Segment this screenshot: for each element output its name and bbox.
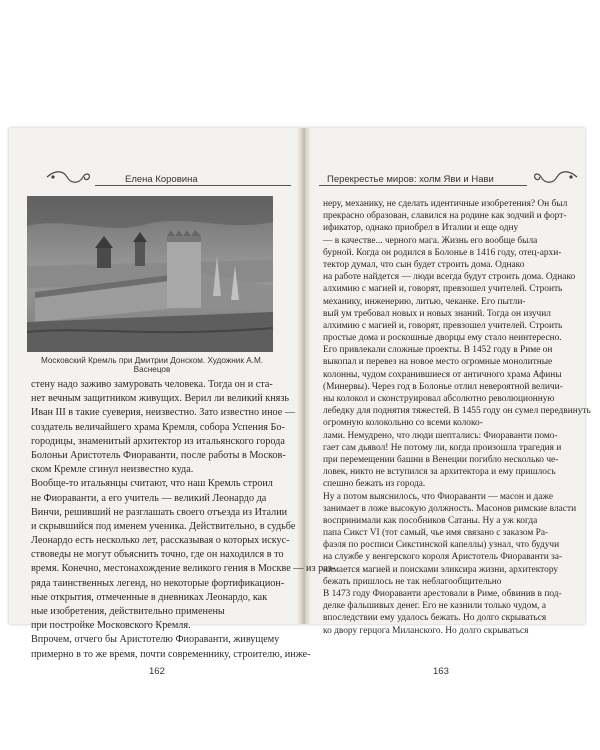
text-line: примерно в то же время, почти современнику, строителю, инже- <box>31 648 311 660</box>
left-body-text <box>31 378 335 662</box>
text-line: ловек, никто не вступился за архитектора и ему пришлось <box>323 467 556 478</box>
text-line: лебедку для поднятия тяжестей. В 1455 году он сумел передвинуть <box>323 406 591 417</box>
text-line: ко двору герцога Миланского. Но долго скрываться <box>323 625 529 636</box>
right-header-rule <box>319 185 527 186</box>
text-line: фаэля по росписи Сикстинской капеллы) узнал, что будучи <box>323 540 560 551</box>
text-line: — в качестве... черного мага. Жизнь его вообще была <box>323 235 538 246</box>
text-line: впоследствии ему удалось бежать. Но долго скрываться <box>323 613 547 624</box>
text-line: Иван III в такие суеверия, неизвестно. Зато известно иное — <box>31 407 296 419</box>
right-page-number: 163 <box>433 666 449 677</box>
left-header-rule <box>95 185 291 186</box>
right-page <box>307 128 591 677</box>
text-line: создатель величайшего храма Кремля, собора Успения Бо- <box>31 421 285 433</box>
book-spread <box>9 128 591 677</box>
text-line: простые дома и роскошные дворцы ему стало неинтересно. <box>323 333 562 344</box>
text-line: делке фальшивых денег. Его не казнили только чудом, а <box>323 601 546 612</box>
text-line: огромную колокольню со всеми колоко- <box>323 418 483 429</box>
text-line: алхимию с магией и, говорят, превзошел учителей. Строить <box>323 320 563 331</box>
text-line: неру, механику, не сделать идентичные изобретения? Он был <box>323 199 568 209</box>
text-line: ные открытия, отмеченные в дневниках Леонардо, как <box>31 591 268 603</box>
illustration-caption: Московский Кремль при Дмитрии Донском. Художник А.М. Васнецов <box>40 356 264 374</box>
text-line: городицы, знаменитый архитектор из итальянского города <box>31 435 285 447</box>
text-line: выкопал и перевез на новое место огромные монолитные <box>323 357 553 368</box>
text-line: нет вечным защитником живущих. Верил ли великий князь <box>31 393 289 405</box>
text-line: стену надо заживо замуровать человека. Тогда он и ста- <box>31 379 273 390</box>
right-body-text <box>323 198 591 637</box>
text-line: Болоньи Аристотель Фиораванти, после работы в Москов- <box>31 449 286 461</box>
text-line: Ну а потом выяснилось, что Фиораванти — масон и даже <box>323 491 553 502</box>
text-line: вый ум требовал новых и новых знаний. Тогда он изучил <box>323 308 551 319</box>
text-line: время. Конечно, местонахождение великого гения в Москве — из раз- <box>31 563 336 575</box>
text-line: ском Кремле сгинул неизвестно куда. <box>31 464 194 476</box>
right-running-head: Перекрестье миров: холм Яви и Нави <box>327 174 494 185</box>
text-line: при постройке Московского Кремля. <box>31 620 191 632</box>
text-line: ряда таинственных легенд, но некоторые фортификацион- <box>31 577 285 589</box>
right-ornament-icon <box>531 168 579 186</box>
text-line: бежать пришлось не так неблагообщительно <box>323 576 502 587</box>
text-line: ны колокол и сконструировал абсолютно революционную <box>323 394 555 404</box>
text-line: бурной. Когда он родился в Болонье в 1416 году, отец-архи- <box>323 247 562 258</box>
text-line: (Минервы). Через год в Болонье отлил невероятной величи- <box>323 381 563 392</box>
text-line: механику, инженерию, литью, чеканке. Его пытли- <box>323 296 526 307</box>
text-line: лами. Немудрено, что люди шептались: Фиораванти помо- <box>323 430 558 441</box>
text-line: гает сам дьявол! Не потому ли, когда произошла трагедия и <box>323 442 562 453</box>
text-line: спешно бежать из города. <box>323 479 426 490</box>
text-line: Впрочем, отчего бы Аристотелю Фиораванти, живущему <box>31 634 280 646</box>
text-line: тектор думал, что сын будет строить дома. Однако <box>323 259 525 270</box>
text-line: ствоведы не могут объяснить точно, где он находился в то <box>31 549 284 561</box>
left-running-head: Елена Коровина <box>125 174 198 185</box>
text-line: не Фиораванти, а его учитель — великий Леонардо да <box>31 492 267 504</box>
left-page-number: 162 <box>149 666 165 677</box>
left-ornament-icon <box>45 168 93 186</box>
text-line: алхимию с магией и, говорят, превзошел учителей. Строить <box>323 284 563 295</box>
text-line: прекрасно образован, славился на родине как зодчий и форт- <box>323 211 567 222</box>
left-page <box>9 128 336 677</box>
text-line: колонны, чудом сохранившиеся от античного храма Афины <box>323 369 562 380</box>
text-line: Винчи, решивший не разглашать своего отъезда из Италии <box>31 506 288 518</box>
text-line: при перемещении башни в Венеции погибло несколько че- <box>323 454 559 465</box>
text-line: ификатор, однако приобрел в Италии и еще одну <box>323 223 519 234</box>
text-line: воспринимали как пособников Сатаны. Ну а уж когда <box>323 515 538 526</box>
text-line: В 1473 году Фиораванти арестовали в Риме, обвинив в под- <box>323 589 562 599</box>
text-line: Вообще-то итальянцы считают, что наш Кремль строил <box>31 478 273 490</box>
text-line: на службе у венгерского короля Аристотель Фиораванти за- <box>323 552 563 563</box>
text-line: занимает в ложе высокую должность. Масонов римские власти <box>323 503 577 514</box>
text-line: и скрывшийся под именем ученика. Действительно, в судьбе <box>31 520 296 532</box>
kremlin-illustration <box>27 196 273 352</box>
text-line: Леонардо есть несколько лет, рассказывая о которых искус- <box>31 535 290 547</box>
text-line: ные изобретения, действительно применены <box>31 606 225 617</box>
text-line: нимается магией и поисками эликсира жизни, архитектору <box>323 564 559 575</box>
text-line: папа Сикст VI (тот самый, чье имя связано с заказом Ра- <box>323 528 549 539</box>
text-line: на работе найдется — люди всегда будут строить дома. Однако <box>323 272 576 283</box>
text-line: Его привлекали сложные проекты. В 1452 году в Риме он <box>323 345 553 356</box>
